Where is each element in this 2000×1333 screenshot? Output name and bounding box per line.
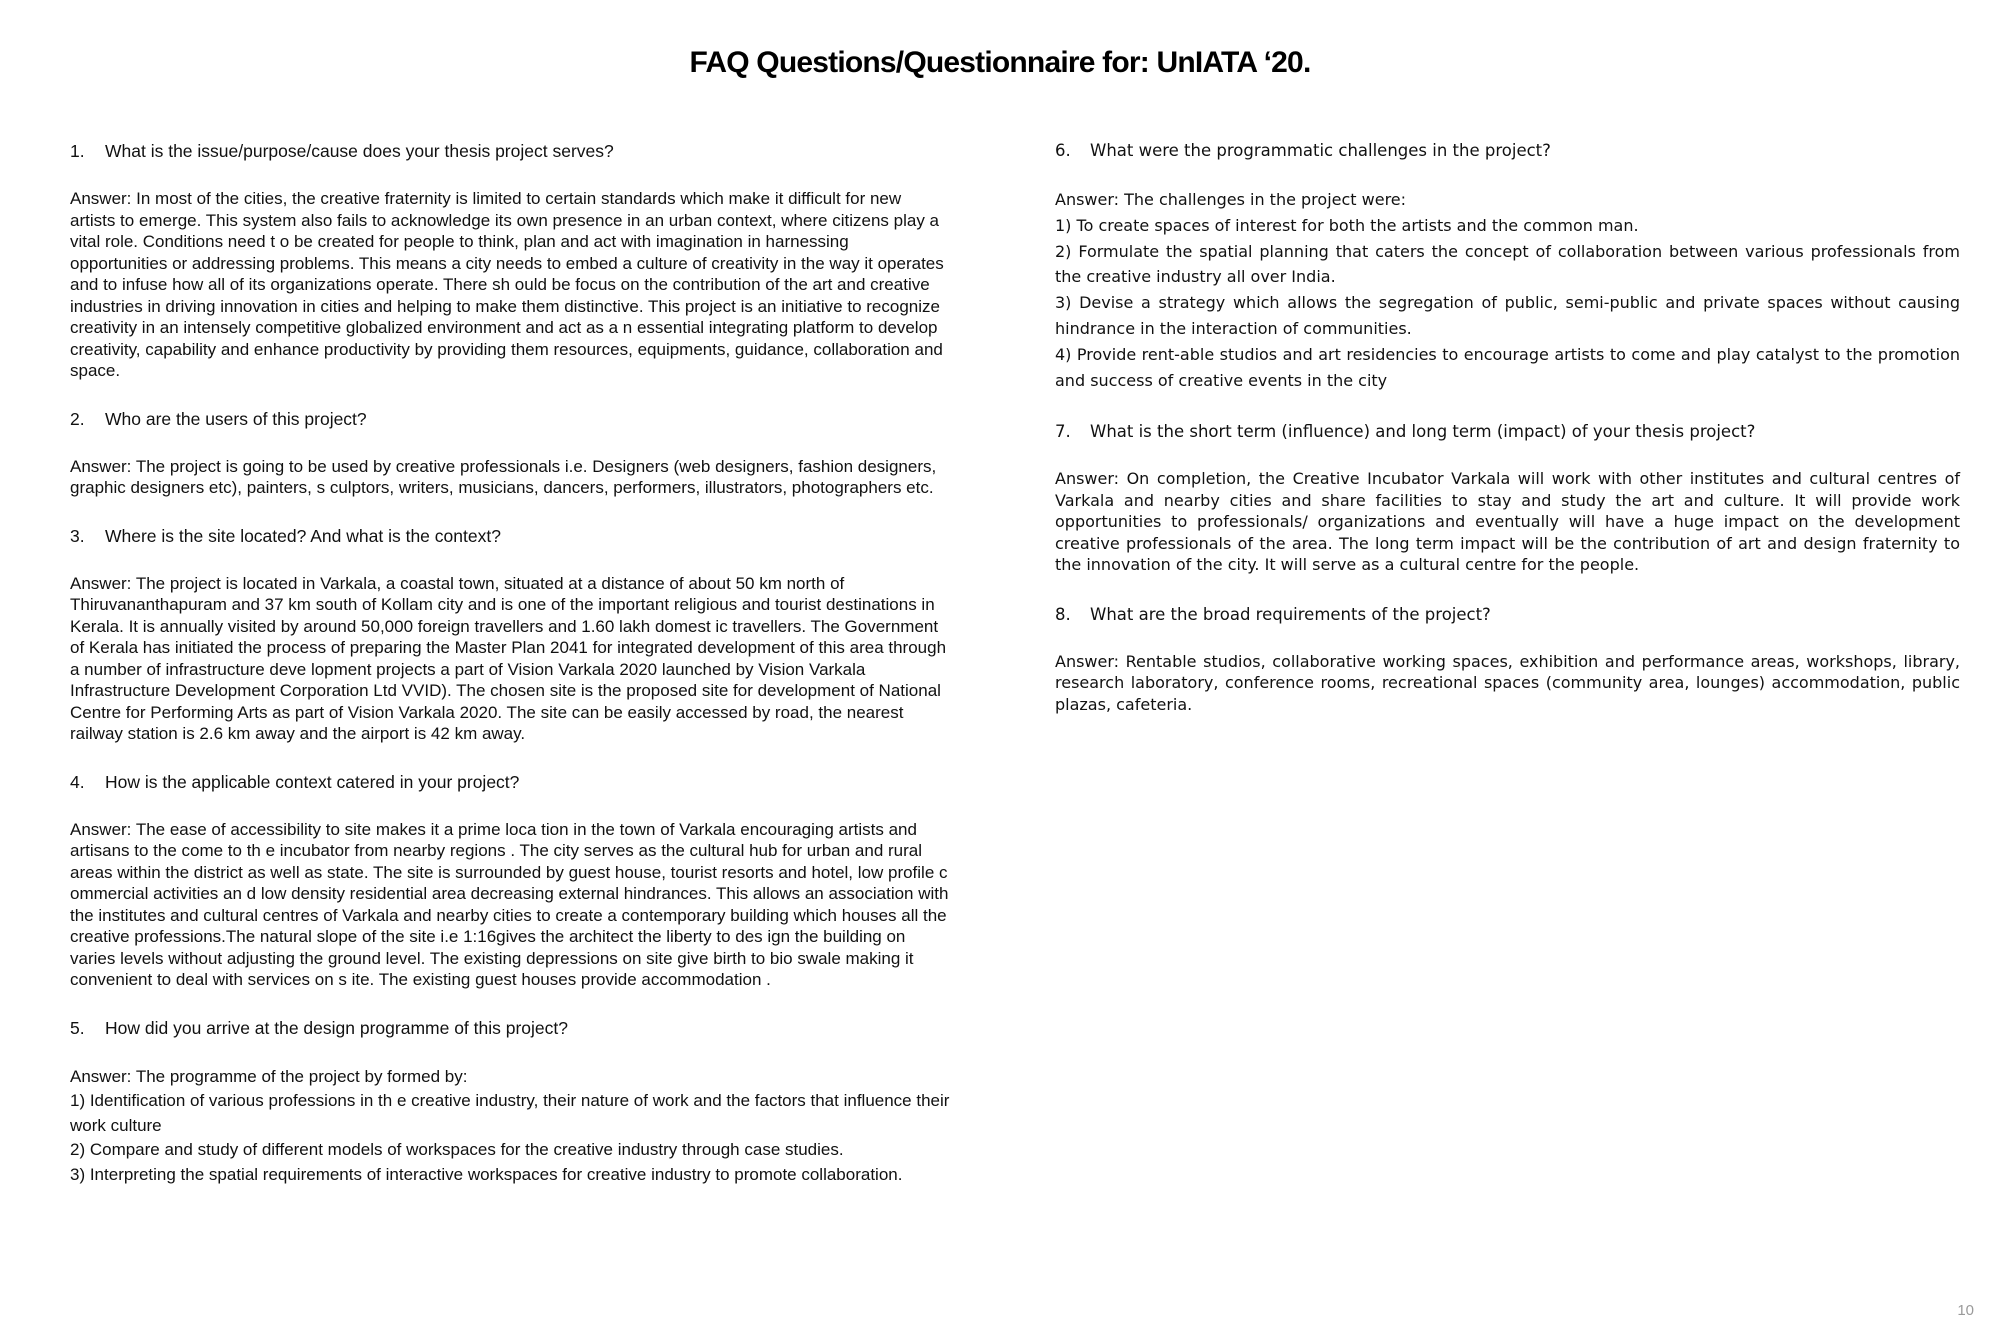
list-item: 2) Compare and study of different models of workspaces for the creative industry through case studies. — [70, 1140, 844, 1159]
answer-6 — [1055, 187, 1960, 393]
right-column — [1055, 140, 1960, 743]
list-item: 3) Interpreting the spatial requirements of interactive workspaces for creative industry to promote collaboration. — [70, 1164, 903, 1184]
question-5 — [70, 1017, 950, 1039]
question-text: What is the issue/purpose/cause does your thesis project serves? — [105, 141, 614, 161]
question-number: 5. — [70, 1017, 85, 1038]
answer-intro: Answer: The programme of the project by formed by: — [70, 1066, 468, 1086]
list-item: 3) Devise a strategy which allows the segregation of public, semi-public and private spaces without causing hindrance in the interaction of communities. — [1055, 293, 1960, 338]
question-number: 2. — [70, 408, 85, 429]
left-column — [70, 140, 950, 1213]
page-number: 10 — [1957, 1302, 1974, 1319]
question-7 — [1055, 421, 1960, 443]
list-item: 1) To create spaces of interest for both the artists and the common man. — [1055, 215, 1639, 235]
list-item: 4) Provide rent-able studios and art residencies to encourage artists to come and play catalyst to the promotion and success of creative events in the city — [1055, 344, 1960, 390]
answer-intro: Answer: The challenges in the project were: — [1055, 190, 1407, 209]
answer-7: Answer: On completion, the Creative Incubator Varkala will work with other institutes and cultural centres of Varkala and nearby cities and share facilities to stay and study the art and culture. It will provide work opportunities to professionals/ organizations and eventually will have a huge impact on the development creative professionals of the area. The long term impact will be the contribution of art and design fraternity to the innovation of the city. It will serve as a cultural centre for the people. — [1055, 469, 1960, 575]
answer-4: Answer: The ease of accessibility to site makes it a prime loca tion in the town of Varkala encouraging artists and artisans to the come to th e incubator from nearby regions . The city serves as the cultural hub for urban and rural areas within the district as well as state. The site is surrounded by guest house, tourist resorts and hotel, low profile c ommercial activities an d low density residential area decreasing external hindrances. This allows an association with the institutes and cultural centres of Varkala and nearby cities to create a contemporary building which houses all the creative professions.The natural slope of the site i.e 1:16gives the architect the liberty to des ign the building on varies levels without adjusting the ground level. The existing depressions on site give birth to bio swale making it convenient to deal with services on s ite. The existing guest houses provide accommodation . — [70, 819, 949, 989]
question-4 — [70, 771, 950, 793]
question-number: 3. — [70, 525, 85, 546]
question-text: Where is the site located? And what is the context? — [105, 525, 501, 546]
list-item: 1) Identification of various professions in th e creative industry, their nature of work and the factors that influence their work culture — [70, 1091, 950, 1135]
question-number: 4. — [70, 771, 85, 792]
question-number: 6. — [1055, 141, 1071, 160]
page-title: FAQ Questions/Questionnaire for: UnIATA ‘20. — [689, 46, 1311, 79]
question-text: What were the programmatic challenges in the project? — [1090, 141, 1551, 160]
question-2 — [70, 408, 950, 430]
answer-3: Answer: The project is located in Varkala, a coastal town, situated at a distance of about 50 km north of Thiruvananthapuram and 37 km south of Kollam city and is one of the important religious and tourist destinations in Kerala. It is annually visited by around 50,000 foreign travellers and 1.60 lakh domest ic travellers. The Government of Kerala has initiated the process of preparing the Master Plan 2041 for integrated development of this area through a number of infrastructure deve lopment projects a part of Vision Varkala 2020 launched by Vision Varkala Infrastructure Development Corporation Ltd VVID). The chosen site is the proposed site for development of National Centre for Performing Arts as part of Vision Varkala 2020. The site can be easily accessed by road, the nearest railway station is 2.6 km away and the airport is 42 km away. — [70, 573, 947, 743]
answer-5 — [70, 1065, 950, 1188]
question-number: 8. — [1055, 604, 1071, 624]
answer-8: Answer: Rentable studios, collaborative working spaces, exhibition and performance areas, workshops, library, research laboratory, conference rooms, recreational spaces (community area, lounges) accommodation, public plazas, cafeteria. — [1055, 651, 1960, 714]
question-text: What is the short term (influence) and long term (impact) of your thesis project? — [1090, 422, 1756, 442]
question-3 — [70, 525, 950, 547]
list-item: 2) Formulate the spatial planning that caters the concept of collaboration between various professionals from the creative industry all over India. — [1055, 241, 1960, 287]
question-1 — [70, 140, 950, 162]
answer-2: Answer: The project is going to be used by creative professionals i.e. Designers (web designers, fashion designers, graphic designers etc), painters, s culptors, writers, musicians, dancers, performers, illustrators, photographers etc. — [70, 456, 937, 497]
question-text: What are the broad requirements of the project? — [1090, 604, 1491, 624]
question-number: 7. — [1055, 422, 1071, 442]
answer-1: Answer: In most of the cities, the creative fraternity is limited to certain standards which make it difficult for new artists to emerge. This system also fails to acknowledge its own presence in an urban context, where citizens play a vital role. Conditions need t o be created for people to think, plan and act with imagination in harnessing opportunities or addressing problems. This means a city needs to embed a culture of creativity in the way it operates and to infuse how all of its organizations operate. There sh ould be focus on the contribution of the art and creative industries in driving innovation in cities and helping to make them distinctive. This project is an initiative to recognize creativity in an intensely competitive globalized environment and act as a n essential integrating platform to develop creativity, capability and enhance productivity by providing them resources, equipments, guidance, collaboration and space. — [70, 189, 944, 380]
question-text: Who are the users of this project? — [105, 408, 367, 429]
question-6 — [1055, 140, 1960, 162]
question-8 — [1055, 604, 1960, 626]
question-number: 1. — [70, 141, 85, 161]
question-text: How is the applicable context catered in your project? — [105, 771, 520, 792]
question-text: How did you arrive at the design programme of this project? — [105, 1017, 569, 1038]
